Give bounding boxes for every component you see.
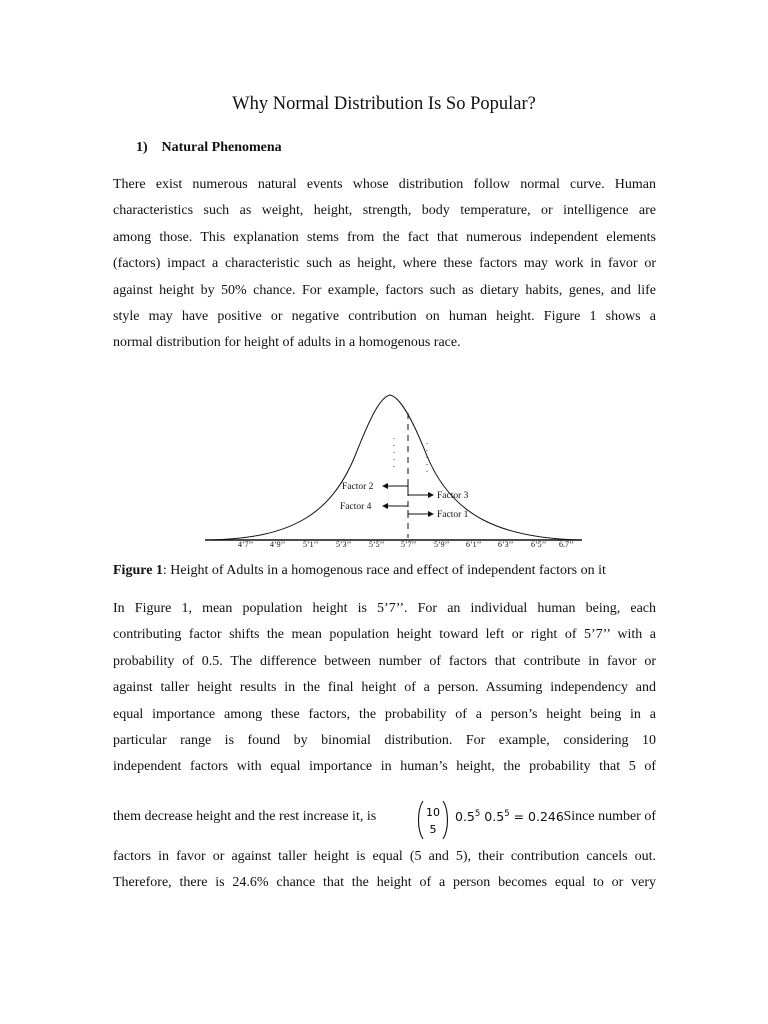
page-title: Why Normal Distribution Is So Popular? <box>232 94 536 114</box>
binom-n: 10 <box>426 806 440 819</box>
tick-label: 5’9’’ <box>434 540 450 548</box>
paragraph-line: normal distribution for height of adults in a homogenous race. <box>113 335 461 351</box>
right-paren <box>443 801 448 839</box>
paragraph-line: against height by 50% chance. For example, factors such as dietary habits, genes, and life <box>113 282 656 298</box>
tick-label: 4’9’’ <box>270 540 286 548</box>
figure-caption-text: : Height of Adults in a homogenous race and effect of independent factors on it <box>162 563 606 578</box>
paragraph-line: among those. This explanation stems from the fact that numerous independent elements <box>113 229 656 245</box>
factor-2-label: Factor 2 <box>342 482 374 492</box>
paragraph-line: style may have positive or negative contribution on human height. Figure 1 shows a <box>113 308 656 324</box>
paragraph-1 <box>113 172 656 357</box>
formula-result: = 0.246 <box>513 809 564 825</box>
tick-label: 5’1’’ <box>303 540 319 548</box>
tick-label: 5’3’’ <box>336 540 352 548</box>
paragraph-line: Therefore, there is 24.6% chance that the height of a person becomes equal to or very <box>113 875 656 891</box>
factor-3-arrowhead <box>428 492 434 498</box>
figure-caption-label: Figure 1 <box>113 563 163 578</box>
paragraph-line: probability of 0.5. The difference between number of factors that contribute in favor or <box>113 653 656 669</box>
paragraph-line: particular range is found by binomial distribution. For example, considering 10 <box>113 732 656 748</box>
exponent-2: 5 <box>504 809 510 819</box>
paragraph-line: There exist numerous natural events whose distribution follow normal curve. Human <box>113 177 656 192</box>
tick-label: 6’5’’ <box>531 540 547 548</box>
base-2: 0.5 <box>484 809 505 825</box>
tick-label: 5’7’’ <box>401 540 417 548</box>
binomial-coefficient <box>413 798 453 842</box>
section-title: Natural Phenomena <box>161 140 282 155</box>
paragraph-2 <box>113 596 656 781</box>
section-heading <box>136 140 282 156</box>
normal-curve <box>210 395 580 540</box>
base-1: 0.5 <box>455 809 475 825</box>
factor-1-label: Factor 1 <box>437 510 469 520</box>
binomial-formula-line <box>113 798 656 842</box>
paragraph-3 <box>113 844 656 897</box>
paragraph-line: In Figure 1, mean population height is 5’7’’. For an individual human being, each <box>113 601 656 616</box>
formula-trailing-text: . Since number of <box>556 809 656 824</box>
exponent-1: 5 <box>474 809 481 819</box>
paragraph-line: contributing factor shifts the mean population height toward left or right of 5’7’’ with a <box>113 627 656 643</box>
paragraph-line: factors in favor or against taller height is equal (5 and 5), their contribution cancels out. <box>113 849 656 864</box>
binom-k: 5 <box>429 823 437 836</box>
paragraph-line: characteristics such as weight, height, strength, body temperature, or intelligence are <box>113 203 656 219</box>
factor-2-arrowhead <box>382 483 388 489</box>
tick-label: 6.7’’ <box>559 540 574 548</box>
paragraph-line: independent factors with equal importance in human’s height, the probability that 5 of <box>113 759 656 775</box>
left-paren <box>419 801 424 839</box>
tick-label: 5’5’’ <box>369 540 385 548</box>
factor-1-arrowhead <box>428 511 434 517</box>
tick-label: 6’1’’ <box>466 540 482 548</box>
paragraph-line: against taller height results in the final height of a person. Assuming independency and <box>113 680 656 696</box>
normal-distribution-figure <box>200 388 590 548</box>
factor-3-label: Factor 3 <box>437 491 469 501</box>
paragraph-line: equal importance among these factors, the probability of a person’s height being in a <box>113 706 656 722</box>
tick-label: 6’3’’ <box>498 540 514 548</box>
formula-body <box>455 809 564 824</box>
section-number: 1) <box>136 140 148 155</box>
factor-4-arrowhead <box>382 503 388 509</box>
factor-4-label: Factor 4 <box>340 502 372 512</box>
figure-caption <box>113 563 606 579</box>
paragraph-line: (factors) impact a characteristic such as height, where these factors may work in favor or <box>113 256 656 272</box>
tick-label: 4’7’’ <box>238 540 254 548</box>
formula-lead-text: them decrease height and the rest increase it, is <box>113 809 377 824</box>
